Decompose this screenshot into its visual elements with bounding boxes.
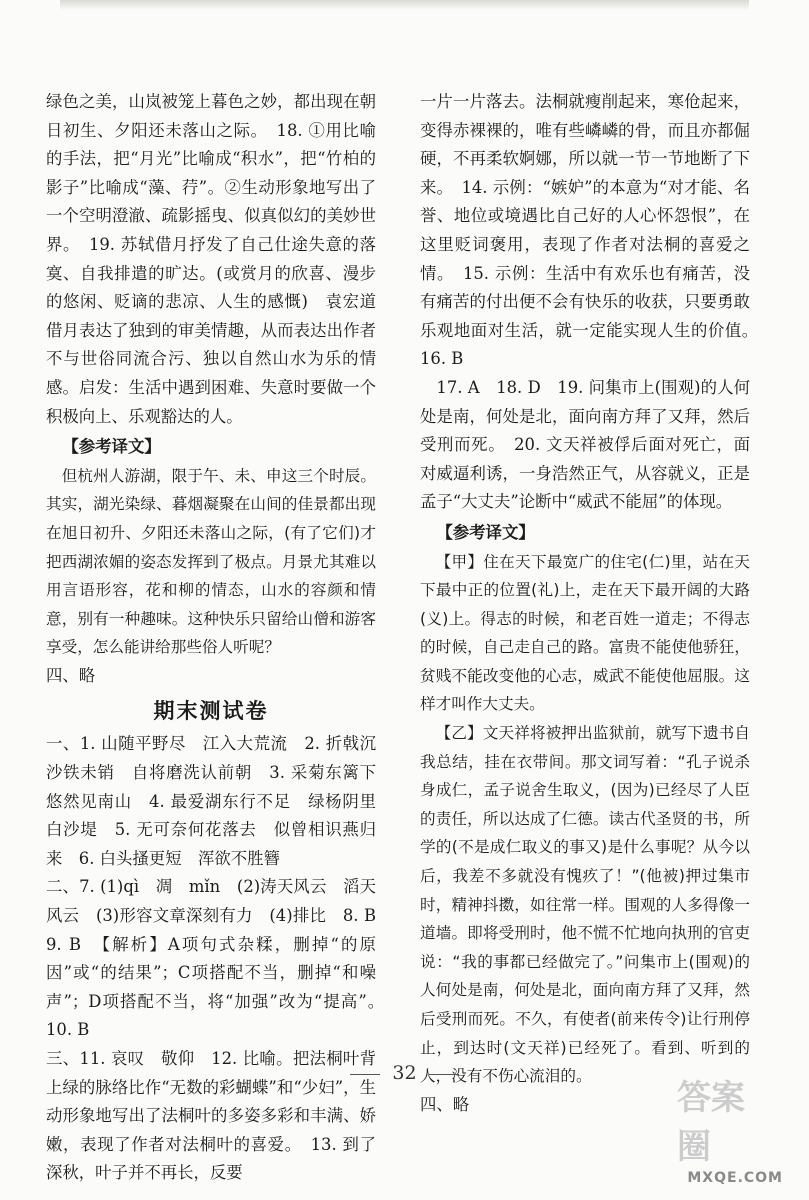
answer-paragraph-17-20: 17. A 18. D 19. 问集市上(围观)的人何处是南，何处是北，面向南方拜了又拜，然后受刑而死。 20. 文天祥被俘后面对死亡，面对威逼利诱，一身浩然正气，从容就义，正是孟子“大丈夫”论断中“威武不能屈”的体现。 bbox=[420, 377, 750, 512]
answer-section-one: 一、1. 山随平野尽 江入大荒流 2. 折戟沉沙铁未销 自将磨洗认前朝 3. 采菊东篱下 悠然见南山 4. 最爱湖东行不足 绿杨阴里白沙堤 5. 无可奈何花落去 似曾相识燕归来 6. 白头搔更短 浑欲不胜簪 bbox=[46, 734, 393, 868]
reference-translation-heading: 【参考译文】 bbox=[62, 437, 161, 457]
final-exam-title: 期末测试卷 bbox=[153, 699, 269, 724]
reference-translation-text: 但杭州人游湖，限于午、未、申这三个时辰。其实，湖光染绿、暮烟凝聚在山间的佳景都出现在旭日初升、夕阳还未落山之际，(有了它们)才把西湖浓媚的姿态发挥到了极点。月景尤其难以用言语形容，花和柳的情态，山水的容颜和情意，别有一种趣味。这种快乐只留给山僧和游客享受，怎么能讲给那些俗人听呢？ bbox=[46, 466, 376, 657]
section-four-left: 四、略 bbox=[46, 665, 96, 685]
translation-yi: 【乙】文天祥将被押出监狱前，就写下遗书自我总结，挂在衣带间。那文词写着：“孔子说杀身成仁，孟子说舍生取义，(因为)已经尽了人臣的责任，所以达成了仁德。读古代圣贤的书，所学的(不是成仁取义的事又)是什么事呢？从今以后，我差不多就没有愧疚了！”(他被)押过集市时，精神抖擞，如往常一样。围观的人多得像一道墙。即将受刑时，他不慌不忙地向执刑的官吏说：“我的事都已经做完了。”问集市上(围观)的人何处是南，何处是北，面向南方拜了又拜，然后受刑而死。不久，有使者(前来传令)让行刑停止，到达时(文天祥)已经死了。看到、听到的人，没有不伤心流泪的。 bbox=[420, 724, 750, 1086]
footer-dash-left bbox=[350, 1074, 380, 1075]
watermark bbox=[677, 1078, 797, 1194]
answer-section-two: 二、7. (1)qì 凋 mǐn (2)涛天风云 滔天风云 (3)形容文章深刻有力 (4)排比 8. B 9. B 【解析】A项句式杂糅，删掉“的原因”或“的结果”；C项搭配不当，删掉“和噪声”；D项搭配不当，将“加强”改为“提高”。 10. B bbox=[46, 877, 393, 1040]
reference-translation-heading-right: 【参考译文】 bbox=[436, 522, 535, 542]
answer-paragraph-13-16: 一片一片落去。法桐就瘦削起来，寒伧起来，变得赤裸裸的，唯有些嶙嶙的骨，而且亦都倔硬，不再柔软婀娜，所以就一节一节地断了下来。 14. 示例：“嫉妒”的本意为“对才能、名誉、地位或境遇比自己好的人心怀怨恨”，在这里贬词褒用，表现了作者对法桐的喜爱之情。 15. 示例：生活中有欢乐也有痛苦，没有痛苦的付出便不会有快乐的收获，只要勇敢乐观地面对生活，就一定能实现人生的价值。 16. B bbox=[420, 92, 767, 369]
section-four-right: 四、略 bbox=[420, 1094, 470, 1114]
page-number: 32 bbox=[392, 1062, 417, 1084]
answer-paragraph-18-19: 绿色之美，山岚被笼上暮色之妙，都出现在朝日初生、夕阳还未落山之际。 18. ①用比喻的手法，把“月光”比喻成“积水”，把“竹柏的影子”比喻成“藻、荇”。②生动形象地写出了一个空明澄澈、疏影摇曳、似真似幻的美妙世界。 19. 苏轼借月抒发了自己仕途失意的落寞、自我排遣的旷达。(或赏月的欣喜、漫步的悠闲、贬谪的悲凉、人生的感慨) 袁宏道借月表达了独到的审美情趣，从而表达出作者不与世俗同流合污、独以自然山水为乐的情感。启发：生活中遇到困难、失意时要做一个积极向上、乐观豁达的人。 bbox=[46, 92, 376, 426]
watermark-site: MXQE.COM bbox=[687, 1170, 783, 1186]
left-column bbox=[46, 88, 393, 1188]
right-column bbox=[420, 88, 767, 1119]
watermark-logo: 答案圈 bbox=[677, 1078, 745, 1167]
page-top-edge bbox=[60, 0, 749, 10]
footer-dash-right bbox=[429, 1074, 459, 1075]
translation-jia: 【甲】住在天下最宽广的住宅(仁)里，站在天下最中正的位置(礼)上，走在天下最开阔的大路(义)上。得志的时候，和老百姓一道走；不得志的时候，自己走自己的路。富贵不能使他骄狂，贫贱不能改变他的心志，威武不能使他屈服。这样才叫作大丈夫。 bbox=[420, 552, 750, 714]
answer-section-three: 三、11. 哀叹 敬仰 12. 比喻。把法桐叶背上绿的脉络比作“无数的彩蝴蝶”和“少妇”，生动形象地写出了法桐叶的多姿多彩和丰满、娇嫩，表现了作者对法桐叶的喜爱。 13. 到了深秋，叶子并不再长，反要 bbox=[46, 1049, 376, 1183]
